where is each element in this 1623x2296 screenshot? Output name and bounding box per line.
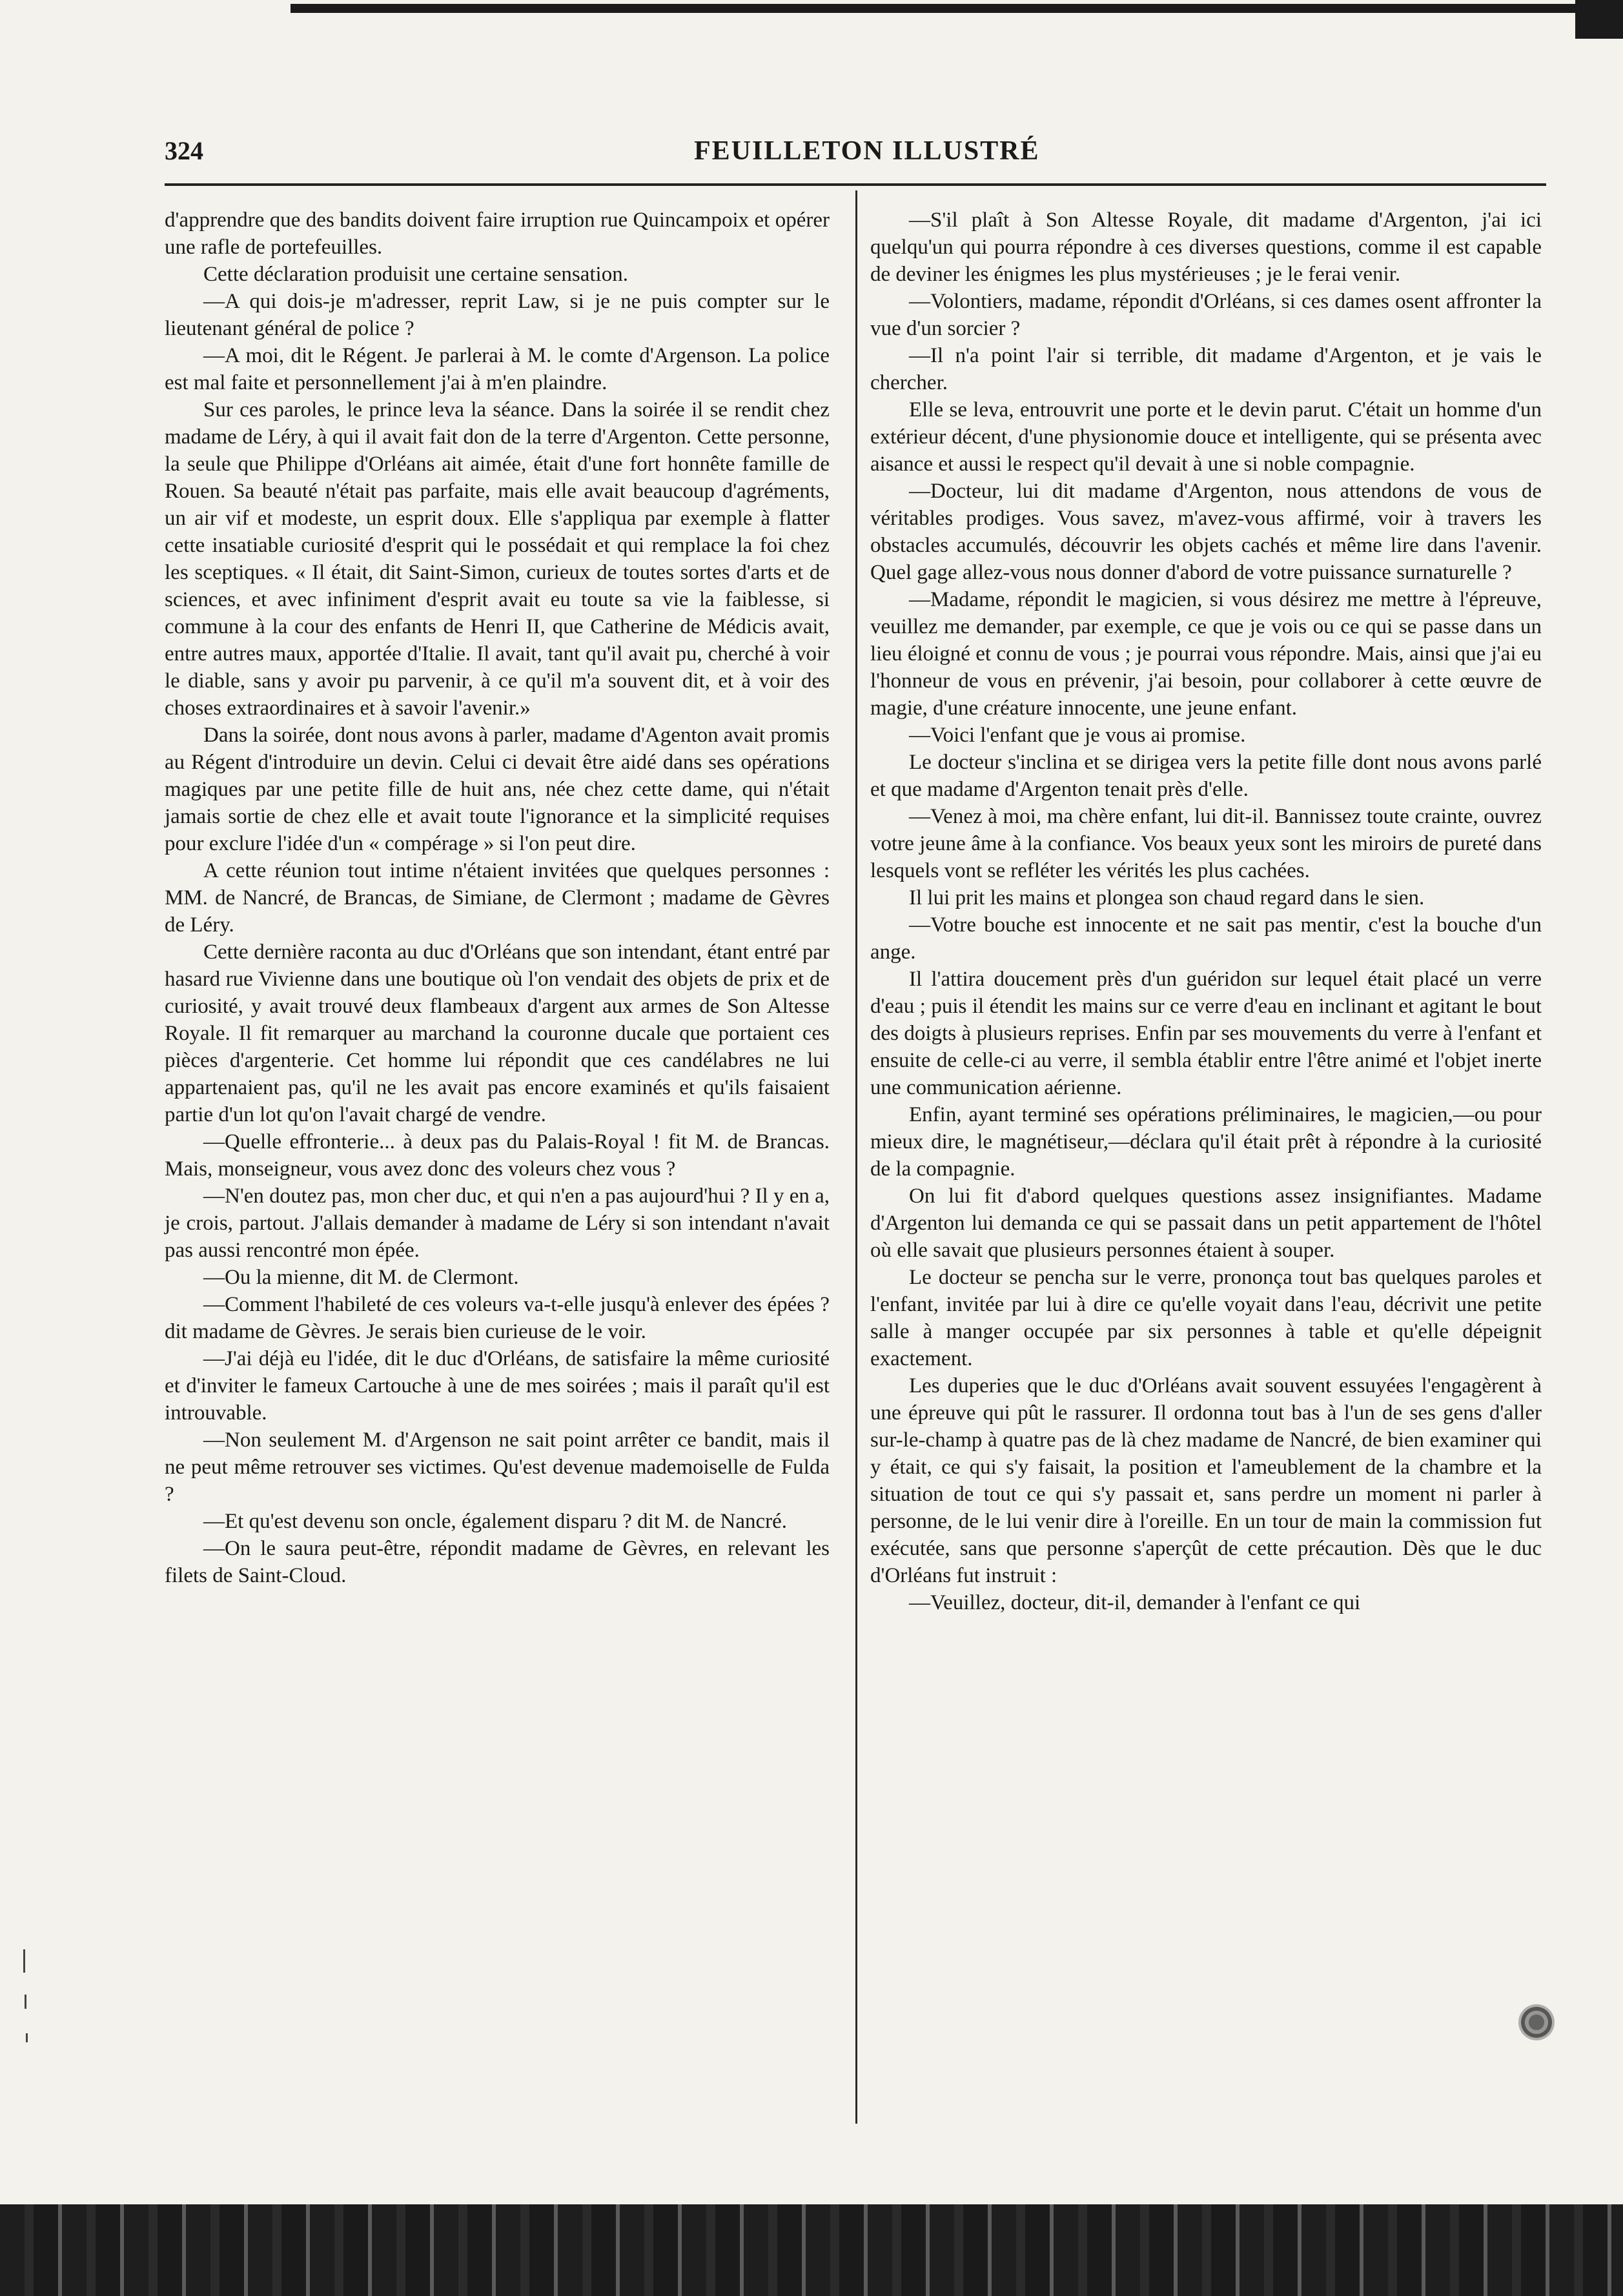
paragraph: Sur ces paroles, le prince leva la séance. Dans la soirée il se rendit chez madame de Léry, à qui il avait fait don de la terre d'Argenton. Cette personne, la seule que Philippe d'Orléans ait aimée, était d'une fort honnête famille de Rouen. Sa beauté n'était pas parfaite, mais elle avait beaucoup d'agréments, un air vif et modeste, un esprit doux. Elle s'appliqua par exemple à flatter cette insatiable curiosité d'esprit qui le possédait et qui remplace la foi chez les sceptiques. « Il était, dit Saint-Simon, curieux de toutes sortes d'arts et de sciences, et avec infiniment d'esprit avait eu toute sa vie la faiblesse, si commune à la cour des enfants de Henri II, que Catherine de Médicis avait, entre autres maux, apportée d'Italie. Il avait, tant qu'il avait pu, cherché à voir le diable, sans y avoir pu parvenir, à ce qu'il m'a souvent dit, et à voir des choses extraordinaires et à savoir l'avenir.»	[165, 398, 830, 720]
bottom-scan-edge	[0, 2204, 1623, 2296]
paragraph: —Votre bouche est innocente et ne sait pas mentir, c'est la bouche d'un ange.	[870, 913, 1542, 964]
left-column	[165, 207, 830, 1589]
paragraph: Cette déclaration produisit une certaine sensation.	[203, 263, 628, 286]
column-divider	[855, 190, 857, 2124]
page-header	[165, 136, 1546, 174]
paragraph: —Quelle effronterie... à deux pas du Palais-Royal ! fit M. de Brancas. Mais, monseigneur, vous avez donc des voleurs chez vous ?	[165, 1130, 830, 1181]
margin-mark	[25, 1995, 26, 2009]
paragraph: —Non seulement M. d'Argenson ne sait point arrêter ce bandit, mais il ne peut même retrouver ses victimes. Qu'est devenue mademoiselle de Fulda ?	[165, 1428, 830, 1506]
paragraph: —Volontiers, madame, répondit d'Orléans, si ces dames osent affronter la vue d'un sorcier ?	[870, 290, 1542, 340]
top-corner-scan-mark	[1575, 0, 1623, 39]
paragraph: —Il n'a point l'air si terrible, dit madame d'Argenton, et je vais le chercher.	[870, 344, 1542, 394]
right-column	[870, 207, 1542, 1616]
paragraph: —Docteur, lui dit madame d'Argenton, nous attendons de vous de véritables prodiges. Vous savez, m'avez-vous affirmé, voir à travers les obstacles accumulés, découvrir les objets cachés et même lire dans l'avenir. Quel gage allez-vous nous donner d'abord de votre puissance surnaturelle ?	[870, 480, 1542, 584]
paragraph: —J'ai déjà eu l'idée, dit le duc d'Orléans, de satisfaire la même curiosité et d'inviter le fameux Cartouche à une de mes soirées ; mais il paraît qu'il est introuvable.	[165, 1347, 830, 1425]
paragraph: Cette dernière raconta au duc d'Orléans que son intendant, étant entré par hasard rue Vivienne dans une boutique où l'on vendait des objets de prix et de curiosité, y avait trouvé deux flambeaux d'argent aux armes de Son Altesse Royale. Il fit remarquer au marchand la couronne ducale que portaient ces pièces d'argenterie. Cet homme lui répondit que ces candélabres ne lui appartenaient pas, qu'il ne les avait pas encore examinés et qu'ils faisaient partie d'un lot qu'on l'avait chargé de vendre.	[165, 940, 830, 1126]
page-number: 324	[165, 136, 203, 165]
paragraph: —Venez à moi, ma chère enfant, lui dit-il. Bannissez toute crainte, ouvrez votre jeune âme à la confiance. Vos beaux yeux sont les miroirs de pureté dans lesquels vont se refléter les vérités les plus cachées.	[870, 805, 1542, 882]
paragraph: Le docteur s'inclina et se dirigea vers la petite fille dont nous avons parlé et que madame d'Argenton tenait près d'elle.	[870, 751, 1542, 801]
paragraph: Elle se leva, entrouvrit une porte et le devin parut. C'était un homme d'un extérieur décent, d'une physionomie douce et intelligente, qui se présenta avec aisance et aussi le respect qu'il devait à une si noble compagnie.	[870, 398, 1542, 476]
paragraph: On lui fit d'abord quelques questions assez insignifiantes. Madame d'Argenton lui demanda ce qui se passait dans un petit appartement de l'hôtel où elle savait que plusieurs personnes étaient à souper.	[870, 1184, 1542, 1262]
paragraph: —S'il plaît à Son Altesse Royale, dit madame d'Argenton, j'ai ici quelqu'un qui pourra répondre à ces diverses questions, comme il est capable de deviner les énigmes les plus mystérieuses ; je le ferai venir.	[870, 208, 1542, 286]
paragraph: Enfin, ayant terminé ses opérations préliminaires, le magicien,—ou pour mieux dire, le magnétiseur,—déclara qu'il était prêt à répondre à la curiosité de la compagnie.	[870, 1103, 1542, 1181]
paragraph: Il l'attira doucement près d'un guéridon sur lequel était placé un verre d'eau ; puis il étendit les mains sur ce verre d'eau en inclinant et agitant le bout des doigts à plusieurs reprises. Enfin par ses mouvements du verre à l'enfant et ensuite de celle-ci au verre, il sembla établir entre l'être animé et l'objet inerte une communication aérienne.	[870, 968, 1542, 1099]
paragraph: Le docteur se pencha sur le verre, prononça tout bas quelques paroles et l'enfant, invitée par lui à dire ce qu'elle voyait dans l'eau, décrivit une petite salle à manger occupée par six personnes à table et qu'elle dépeignit exactement.	[870, 1266, 1542, 1370]
paragraph: A cette réunion tout intime n'étaient invitées que quelques personnes : MM. de Nancré, de Brancas, de Simiane, de Clermont ; madame de Gèvres de Léry.	[165, 859, 830, 937]
paragraph: —Veuillez, docteur, dit-il, demander à l'enfant ce qui	[909, 1591, 1361, 1614]
paragraph: —Ou la mienne, dit M. de Clermont.	[203, 1266, 519, 1289]
paragraph: —A qui dois-je m'adresser, reprit Law, si je ne puis compter sur le lieutenant général de police ?	[165, 290, 830, 340]
printer-ornament-icon	[1518, 2004, 1555, 2040]
paragraph: d'apprendre que des bandits doivent faire irruption rue Quincampoix et opérer une rafle de portefeuilles.	[165, 208, 830, 259]
margin-mark	[23, 1949, 25, 1973]
paragraph: —N'en doutez pas, mon cher duc, et qui n'en a pas aujourd'hui ? Il y en a, je crois, partout. J'allais demander à madame de Léry si son intendant n'avait pas aussi rencontré mon épée.	[165, 1184, 830, 1262]
margin-mark	[26, 2033, 28, 2042]
paragraph: —On le saura peut-être, répondit madame de Gèvres, en relevant les filets de Saint-Cloud.	[165, 1537, 830, 1587]
running-title: FEUILLETON ILLUSTRÉ	[694, 136, 1040, 166]
paragraph: —Et qu'est devenu son oncle, également disparu ? dit M. de Nancré.	[203, 1510, 788, 1533]
paragraph: Il lui prit les mains et plongea son chaud regard dans le sien.	[909, 886, 1425, 909]
paragraph: —Voici l'enfant que je vous ai promise.	[909, 724, 1246, 747]
header-rule	[165, 183, 1546, 186]
paragraph: —A moi, dit le Régent. Je parlerai à M. le comte d'Argenson. La police est mal faite et personnellement j'ai à m'en plaindre.	[165, 344, 830, 394]
paragraph: —Comment l'habileté de ces voleurs va-t-elle jusqu'à enlever des épées ? dit madame de Gèvres. Je serais bien curieuse de le voir.	[165, 1293, 830, 1343]
paragraph: Les duperies que le duc d'Orléans avait souvent essuyées l'engagèrent à une épreuve qui pût le rassurer. Il ordonna tout bas à l'un de ses gens d'aller sur-le-champ à quatre pas de là chez madame de Nancré, de bien examiner qui y était, ce qui s'y faisait, la position et l'ameublement de la chambre et la situation de tout ce qui s'y passait et, sans perdre un moment ni parler à personne, de le lui venir dire à l'oreille. En un tour de main la commission fut exécutée, sans que personne s'aperçût de cette précaution. Dès que le duc d'Orléans fut instruit :	[870, 1374, 1542, 1587]
paragraph: Dans la soirée, dont nous avons à parler, madame d'Agenton avait promis au Régent d'introduire un devin. Celui ci devait être aidé dans ses opérations magiques par une petite fille de huit ans, née chez cette dame, qui n'était jamais sortie de chez elle et avait toute l'ignorance et la simplicité requises pour exclure l'idée d'un « compérage » si l'on peut dire.	[165, 724, 830, 855]
top-scan-edge	[291, 4, 1623, 13]
paragraph: —Madame, répondit le magicien, si vous désirez me mettre à l'épreuve, veuillez me demander, par exemple, ce que je vois ou ce qui se passe dans un lieu éloigné et connu de vous ; je pourrai vous répondre. Mais, ainsi que j'ai eu l'honneur de vous en prévenir, j'ai besoin, pour collaborer à cette œuvre de magie, d'une créature innocente, une jeune enfant.	[870, 588, 1542, 720]
